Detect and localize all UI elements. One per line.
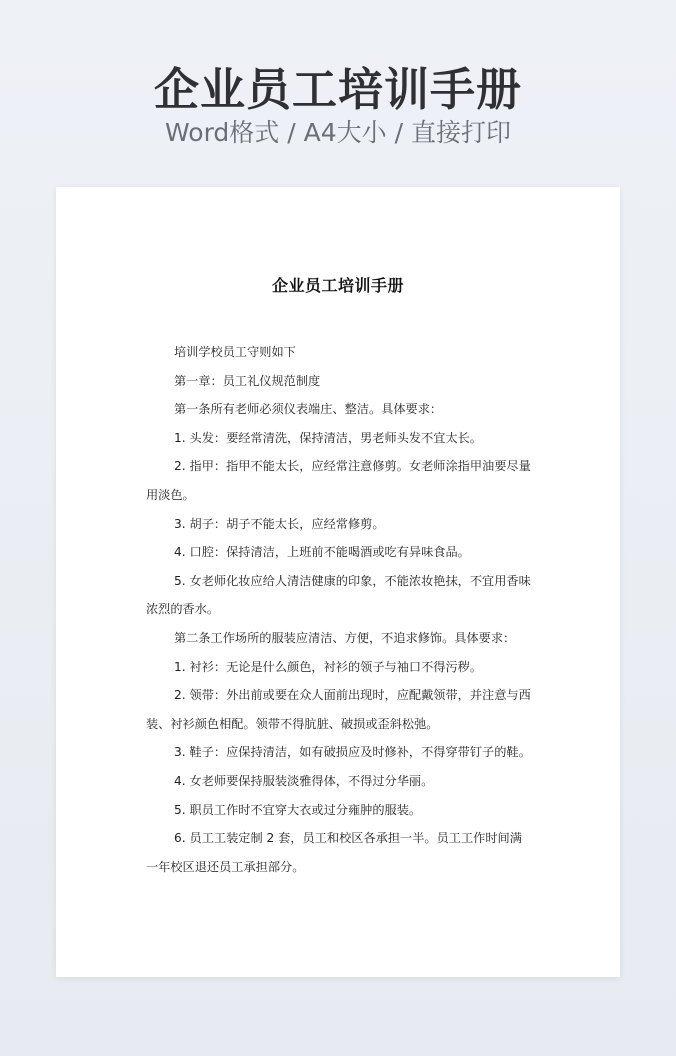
document-paragraph: 2. 领带：外出前或要在众人面前出现时，应配戴领带，并注意与西装、衬衫颜色相配。领带不得肮脏、破损或歪斜松弛。 xyxy=(146,688,531,731)
document-paragraph: 2. 指甲：指甲不能太长，应经常注意修剪。女老师涂指甲油要尽量用淡色。 xyxy=(146,459,531,502)
document-title: 企业员工培训手册 xyxy=(271,276,404,295)
document-paragraph: 5. 女老师化妆应给人清洁健康的印象，不能浓妆艳抹，不宜用香味浓烈的香水。 xyxy=(146,573,531,617)
banner-title: 企业员工培训手册 xyxy=(153,63,522,116)
document-paragraph: 第一章：员工礼仪规范制度 xyxy=(174,373,321,388)
document-paragraph: 6. 员工工装定制 2 套，员工和校区各承担一半。员工工作时间满一年校区退还员工承担部分。 xyxy=(146,831,522,874)
banner-header xyxy=(0,64,676,148)
document-paragraph: 1. 头发：要经常清洗，保持清洁，男老师头发不宜太长。 xyxy=(174,430,483,445)
document-paragraph: 3. 鞋子：应保持清洁，如有破损应及时修补，不得穿带钉子的鞋。 xyxy=(174,745,531,760)
document-paragraph: 3. 胡子：胡子不能太长，应经常修剪。 xyxy=(174,516,385,531)
banner-subtitle: Word格式 / A4大小 / 直接打印 xyxy=(165,117,511,147)
document-body xyxy=(146,338,532,881)
document-paragraph: 1. 衬衫：无论是什么颜色，衬衫的领子与袖口不得污秽。 xyxy=(174,659,483,674)
document-paragraph: 第二条工作场所的服装应清洁、方便，不追求修饰。具体要求： xyxy=(174,630,516,645)
document-paragraph: 培训学校员工守则如下 xyxy=(174,345,296,359)
document-paragraph: 4. 女老师要保持服装淡雅得体，不得过分华丽。 xyxy=(174,773,434,788)
document-paragraph: 第一条所有老师必须仪表端庄、整洁。具体要求： xyxy=(174,402,443,417)
document-paragraph: 5. 职员工作时不宜穿大衣或过分雍肿的服装。 xyxy=(174,802,422,817)
document-paragraph: 4. 口腔：保持清洁，上班前不能喝酒或吃有异味食品。 xyxy=(174,545,470,560)
document-page xyxy=(56,187,620,977)
